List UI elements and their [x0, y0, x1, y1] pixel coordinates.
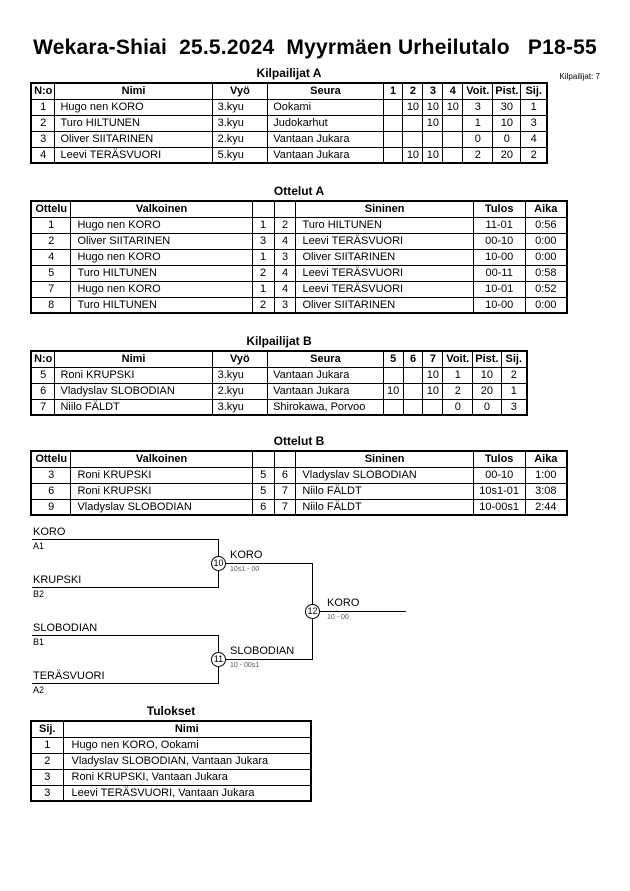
column-header: Seura — [268, 351, 384, 367]
bracket-seed: A1 — [33, 541, 45, 551]
table-cell: Niilo FÄLDT — [55, 399, 212, 415]
table-cell: 2 — [252, 265, 274, 281]
table-cell: 3 — [31, 769, 63, 785]
bracket-winner-name: KORO — [327, 597, 360, 609]
table-cell — [383, 367, 403, 383]
table-cell: 3 — [31, 131, 55, 147]
section-kilpailijat-b — [30, 334, 528, 416]
match-number-badge: 10 — [211, 556, 226, 571]
table-cell: 10-00s1 — [473, 499, 525, 515]
table-cell: Hugo nen KORO — [71, 281, 252, 297]
table-cell: Turo HILTUNEN — [71, 265, 252, 281]
column-header: Nimi — [63, 721, 311, 737]
bracket-line — [320, 611, 406, 612]
table-header-row — [31, 721, 311, 737]
table-cell: 6 — [252, 499, 274, 515]
column-header: Sininen — [296, 201, 473, 217]
table-cell: 7 — [274, 499, 296, 515]
table-cell: Leevi TERÄSVUORI — [296, 265, 473, 281]
table-cell: 5 — [252, 483, 274, 499]
table-cell: 00-10 — [473, 467, 525, 483]
table-cell: 10 — [403, 99, 423, 115]
table-cell: 1 — [252, 249, 274, 265]
table-cell: Turo HILTUNEN — [71, 297, 252, 313]
table-cell: Niilo FÄLDT — [296, 499, 473, 515]
table-cell: Vladyslav SLOBODIAN, Vantaan Jukara — [63, 753, 311, 769]
column-header: Vyö — [212, 83, 268, 99]
kilpailijat-b-table — [30, 350, 528, 416]
match-number-badge: 12 — [305, 604, 320, 619]
column-header: Sij. — [501, 351, 527, 367]
table-cell: 10 — [423, 383, 443, 399]
bracket-entrant-name: TERÄSVUORI — [33, 670, 105, 682]
table-cell: 1 — [31, 99, 55, 115]
tulokset-table — [30, 720, 312, 802]
table-cell: 2.kyu — [212, 131, 268, 147]
table-cell: 5 — [252, 467, 274, 483]
column-header: Ottelu — [31, 201, 71, 217]
table-cell: Hugo nen KORO — [71, 249, 252, 265]
column-header: 3 — [423, 83, 443, 99]
table-cell: Oliver SIITARINEN — [296, 249, 473, 265]
section-ottelut-b — [30, 434, 568, 516]
table-cell: 10 — [423, 147, 443, 163]
table-cell: Hugo nen KORO — [71, 217, 252, 233]
table-row — [31, 99, 547, 115]
column-header: Valkoinen — [71, 451, 252, 467]
section-tulokset — [30, 704, 312, 802]
column-header — [252, 201, 274, 217]
table-cell: 2 — [31, 115, 55, 131]
column-header — [274, 451, 296, 467]
table-cell: Hugo nen KORO, Ookami — [63, 737, 311, 753]
table-cell: 3.kyu — [212, 115, 268, 131]
table-cell: 0 — [463, 131, 493, 147]
table-cell: 1 — [501, 383, 527, 399]
table-cell: 10-00 — [473, 249, 525, 265]
table-cell: 10-00 — [473, 297, 525, 313]
table-row — [31, 737, 311, 753]
table-cell: 3 — [463, 99, 493, 115]
column-header: Voit. — [443, 351, 473, 367]
section-title-ottelut-a: Ottelut A — [273, 184, 325, 198]
table-cell: Turo HILTUNEN — [55, 115, 212, 131]
column-header: Tulos — [473, 451, 525, 467]
match-number-badge: 11 — [211, 652, 226, 667]
table-cell: 10s1-01 — [473, 483, 525, 499]
table-cell: Shirokawa, Porvoo — [268, 399, 384, 415]
table-cell: Roni KRUPSKI — [55, 367, 212, 383]
table-cell: 30 — [493, 99, 521, 115]
table-row — [31, 115, 547, 131]
table-cell: 10 — [493, 115, 521, 131]
table-cell — [403, 115, 423, 131]
column-header: Seura — [268, 83, 383, 99]
table-cell: 3 — [252, 233, 274, 249]
table-row — [31, 383, 527, 399]
table-cell: 10 — [423, 367, 443, 383]
section-kilpailijat-a — [30, 66, 548, 164]
table-cell: Oliver SIITARINEN — [296, 297, 473, 313]
column-header: Ottelu — [31, 451, 71, 467]
table-row — [31, 265, 567, 281]
table-cell: 2 — [463, 147, 493, 163]
table-row — [31, 399, 527, 415]
table-header-row — [31, 351, 527, 367]
table-cell: Niilo FÄLDT — [296, 483, 473, 499]
table-cell: 3 — [31, 467, 71, 483]
table-cell: Vantaan Jukara — [268, 147, 383, 163]
table-row — [31, 467, 567, 483]
table-cell: 2 — [443, 383, 473, 399]
column-header: Sininen — [296, 451, 473, 467]
table-row — [31, 131, 547, 147]
table-row — [31, 785, 311, 801]
table-cell: 00-10 — [473, 233, 525, 249]
table-cell — [383, 399, 403, 415]
section-title-tulokset: Tulokset — [146, 704, 196, 718]
bracket-seed: B1 — [33, 637, 45, 647]
table-cell: 1 — [443, 367, 473, 383]
table-cell: 4 — [274, 233, 296, 249]
table-cell: 1 — [31, 737, 63, 753]
table-cell — [383, 147, 403, 163]
column-header: N:o — [31, 351, 55, 367]
table-cell: 10 — [423, 115, 443, 131]
table-row — [31, 217, 567, 233]
competitor-count-label: Kilpailijat: 7 — [559, 72, 600, 81]
table-row — [31, 367, 527, 383]
table-cell: Judokarhut — [268, 115, 383, 131]
table-cell: Roni KRUPSKI, Vantaan Jukara — [63, 769, 311, 785]
table-cell: 1 — [252, 281, 274, 297]
bracket-line — [226, 659, 312, 660]
section-title-ottelut-b: Ottelut B — [273, 434, 325, 448]
table-cell: Vantaan Jukara — [268, 383, 384, 399]
table-cell — [423, 399, 443, 415]
bracket-entrant-name: KORO — [33, 526, 66, 538]
bracket-score: 10 - 00 — [327, 614, 349, 621]
table-cell: 7 — [31, 281, 71, 297]
section-ottelut-a — [30, 184, 568, 314]
table-row — [31, 499, 567, 515]
table-cell: 7 — [274, 483, 296, 499]
column-header: Tulos — [473, 201, 525, 217]
table-cell: 6 — [31, 383, 55, 399]
table-cell: 0 — [443, 399, 473, 415]
table-cell — [403, 383, 423, 399]
bracket-line — [32, 539, 218, 540]
table-cell: 3:08 — [525, 483, 567, 499]
tournament-bracket — [30, 526, 600, 702]
table-cell: Oliver SIITARINEN — [71, 233, 252, 249]
column-header: Pist. — [493, 83, 521, 99]
table-row — [31, 281, 567, 297]
column-header: 7 — [423, 351, 443, 367]
table-cell: 3 — [521, 115, 547, 131]
table-cell: 3 — [31, 785, 63, 801]
page-title: Wekara-Shiai 25.5.2024 Myyrmäen Urheilutalo P18-55 — [33, 36, 597, 59]
table-cell: Turo HILTUNEN — [296, 217, 473, 233]
bracket-entrant-name: SLOBODIAN — [33, 622, 98, 634]
table-cell: 0:58 — [525, 265, 567, 281]
table-cell: Leevi TERÄSVUORI — [55, 147, 212, 163]
table-cell: 2.kyu — [212, 383, 267, 399]
table-cell — [443, 147, 463, 163]
table-cell — [403, 399, 423, 415]
column-header: Vyö — [212, 351, 267, 367]
table-cell: 10 — [383, 383, 403, 399]
table-cell: 0:56 — [525, 217, 567, 233]
bracket-line — [32, 683, 218, 684]
column-header: 6 — [403, 351, 423, 367]
column-header: 5 — [383, 351, 403, 367]
bracket-entrant-name: KRUPSKI — [33, 574, 82, 586]
table-cell: 4 — [31, 147, 55, 163]
kilpailijat-a-table — [30, 82, 548, 164]
table-cell: 2 — [252, 297, 274, 313]
bracket-winner-name: SLOBODIAN — [230, 645, 295, 657]
table-cell — [403, 131, 423, 147]
table-cell: 9 — [31, 499, 71, 515]
bracket-line — [32, 635, 218, 636]
column-header: Sij. — [31, 721, 63, 737]
table-cell: 1:00 — [525, 467, 567, 483]
table-cell: 2 — [31, 233, 71, 249]
table-cell: 5 — [31, 367, 55, 383]
column-header: 4 — [443, 83, 463, 99]
table-cell: 5.kyu — [212, 147, 268, 163]
table-cell: Vladyslav SLOBODIAN — [296, 467, 473, 483]
ottelut-b-table — [30, 450, 568, 516]
table-cell: 1 — [31, 217, 71, 233]
table-row — [31, 249, 567, 265]
table-cell: Roni KRUPSKI — [71, 483, 252, 499]
table-cell: 3 — [274, 297, 296, 313]
table-cell: 0:52 — [525, 281, 567, 297]
table-cell — [443, 131, 463, 147]
table-cell: 7 — [31, 399, 55, 415]
table-cell: 0:00 — [525, 249, 567, 265]
column-header: N:o — [31, 83, 55, 99]
table-cell: 4 — [31, 249, 71, 265]
table-cell — [443, 115, 463, 131]
column-header: Nimi — [55, 83, 212, 99]
table-cell: 3 — [274, 249, 296, 265]
table-cell: Hugo nen KORO — [55, 99, 212, 115]
table-cell: 20 — [473, 383, 501, 399]
ottelut-a-table — [30, 200, 568, 314]
table-cell: 1 — [252, 217, 274, 233]
bracket-score: 10s1 - 00 — [230, 566, 260, 573]
table-cell: 2 — [521, 147, 547, 163]
table-cell: Leevi TERÄSVUORI — [296, 233, 473, 249]
table-cell: 00-11 — [473, 265, 525, 281]
table-cell: 6 — [274, 467, 296, 483]
table-cell: 10 — [403, 147, 423, 163]
table-cell: 3.kyu — [212, 367, 267, 383]
bracket-seed: B2 — [33, 589, 45, 599]
table-cell: 3 — [501, 399, 527, 415]
section-title-kilpailijat-b: Kilpailijat B — [246, 334, 312, 348]
table-row — [31, 147, 547, 163]
table-cell: 20 — [493, 147, 521, 163]
table-cell: 0 — [473, 399, 501, 415]
column-header: Sij. — [521, 83, 547, 99]
table-cell: Roni KRUPSKI — [71, 467, 252, 483]
table-header-row — [31, 201, 567, 217]
column-header — [252, 451, 274, 467]
column-header: Valkoinen — [71, 201, 252, 217]
table-cell: 4 — [521, 131, 547, 147]
table-row — [31, 769, 311, 785]
table-cell — [383, 99, 403, 115]
table-cell — [383, 115, 403, 131]
column-header: 2 — [403, 83, 423, 99]
table-cell — [383, 131, 403, 147]
table-cell: Vladyslav SLOBODIAN — [55, 383, 212, 399]
table-cell: 10-01 — [473, 281, 525, 297]
table-cell: 3.kyu — [212, 99, 268, 115]
table-cell: 2 — [31, 753, 63, 769]
bracket-line — [32, 587, 218, 588]
column-header: Aika — [525, 201, 567, 217]
table-cell: Leevi TERÄSVUORI, Vantaan Jukara — [63, 785, 311, 801]
table-cell: 2 — [274, 217, 296, 233]
table-cell: Oliver SIITARINEN — [55, 131, 212, 147]
table-cell: Ookami — [268, 99, 383, 115]
bracket-line — [226, 563, 312, 564]
column-header: Voit. — [463, 83, 493, 99]
table-cell: 8 — [31, 297, 71, 313]
table-cell: 4 — [274, 281, 296, 297]
table-header-row — [31, 451, 567, 467]
section-title-kilpailijat-a: Kilpailijat A — [256, 66, 322, 80]
bracket-winner-name: KORO — [230, 549, 263, 561]
table-cell: Leevi TERÄSVUORI — [296, 281, 473, 297]
table-cell: 4 — [274, 265, 296, 281]
table-cell: 1 — [463, 115, 493, 131]
table-cell: 11-01 — [473, 217, 525, 233]
table-cell: 1 — [521, 99, 547, 115]
table-cell: 5 — [31, 265, 71, 281]
table-cell: 10 — [443, 99, 463, 115]
table-cell: 0:00 — [525, 233, 567, 249]
column-header: Aika — [525, 451, 567, 467]
column-header: Pist. — [473, 351, 501, 367]
table-header-row — [31, 83, 547, 99]
table-cell: 3.kyu — [212, 399, 267, 415]
table-cell: Vantaan Jukara — [268, 131, 383, 147]
column-header — [274, 201, 296, 217]
table-cell: 10 — [473, 367, 501, 383]
table-cell: 10 — [423, 99, 443, 115]
column-header: Nimi — [55, 351, 212, 367]
table-cell: 2 — [501, 367, 527, 383]
table-cell: 2:44 — [525, 499, 567, 515]
table-row — [31, 233, 567, 249]
table-cell: Vladyslav SLOBODIAN — [71, 499, 252, 515]
table-row — [31, 483, 567, 499]
table-row — [31, 297, 567, 313]
bracket-seed: A2 — [33, 685, 45, 695]
table-cell: 6 — [31, 483, 71, 499]
table-cell — [403, 367, 423, 383]
table-row — [31, 753, 311, 769]
column-header: 1 — [383, 83, 403, 99]
table-cell: 0 — [493, 131, 521, 147]
table-cell: Vantaan Jukara — [268, 367, 384, 383]
table-cell — [423, 131, 443, 147]
bracket-score: 10 - 00s1 — [230, 662, 260, 669]
table-cell: 0:00 — [525, 297, 567, 313]
